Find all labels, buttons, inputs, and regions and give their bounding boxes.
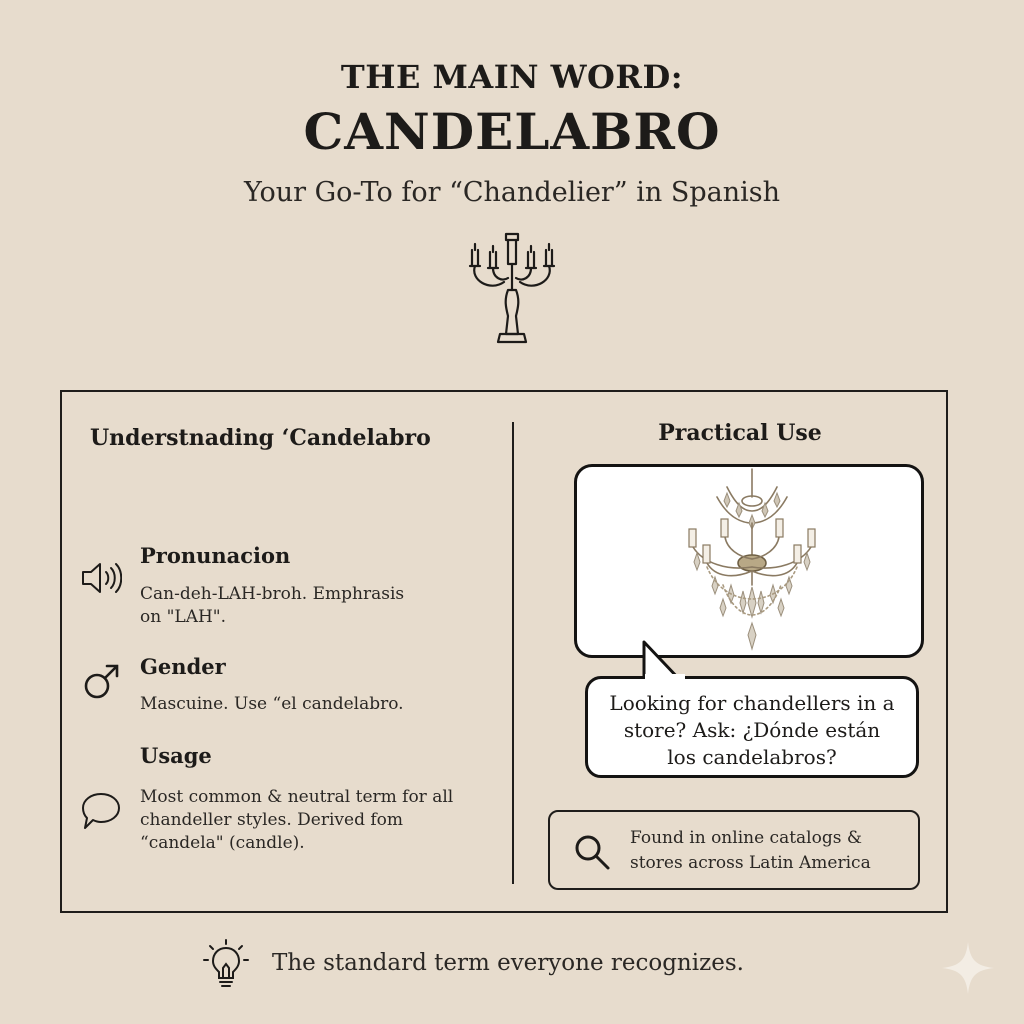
left-heading: Understnading ‘Candelabro — [90, 425, 431, 451]
gender-title: Gender — [140, 654, 226, 679]
speech-bubble — [585, 676, 919, 778]
usage-line-2: chandeller styles. Derived fom — [140, 810, 404, 830]
footer-tagline: The standard term everyone recognizes. — [272, 950, 744, 976]
speech-bubble-icon — [80, 790, 122, 832]
pronunciation-line-2: on "LAH". — [140, 607, 227, 627]
lightbulb-icon — [202, 938, 250, 990]
pronunciation-title: Pronunacion — [140, 543, 291, 568]
usage-line-1: Most common & neutral term for all — [140, 787, 454, 807]
bubble-line-3: los candelabros? — [667, 745, 837, 769]
usage-title: Usage — [140, 743, 212, 768]
subtitle: Your Go-To for “Chandelier” in Spanish — [244, 177, 780, 208]
male-symbol-icon — [80, 660, 122, 702]
bubble-line-1: Looking for chandellers in a — [609, 691, 895, 715]
speaker-icon — [80, 560, 122, 596]
right-heading: Practical Use — [658, 420, 822, 446]
bubble-tail-cover — [645, 674, 685, 682]
sparkle-icon — [940, 940, 996, 996]
availability-line-2: stores across Latin America — [630, 853, 871, 873]
chandelier-photo — [667, 467, 837, 655]
bubble-line-2: store? Ask: ¿Dónde están — [623, 718, 881, 742]
chandelier-photo-card — [574, 464, 924, 658]
gender-line-1: Mascuine. Use “el candelabro. — [140, 694, 404, 714]
main-word: CANDELABRO — [303, 102, 721, 161]
availability-card — [548, 810, 920, 890]
availability-line-1: Found in online catalogs & — [630, 828, 862, 848]
magnifier-icon — [572, 832, 612, 872]
pronunciation-line-1: Can-deh-LAH-broh. Emphrasis — [140, 584, 405, 604]
usage-line-3: “candela" (candle). — [140, 833, 305, 853]
candelabrum-icon — [460, 230, 564, 350]
kicker-title: THE MAIN WORD: — [340, 58, 684, 96]
availability-text — [630, 826, 871, 876]
panel-divider — [512, 422, 514, 884]
